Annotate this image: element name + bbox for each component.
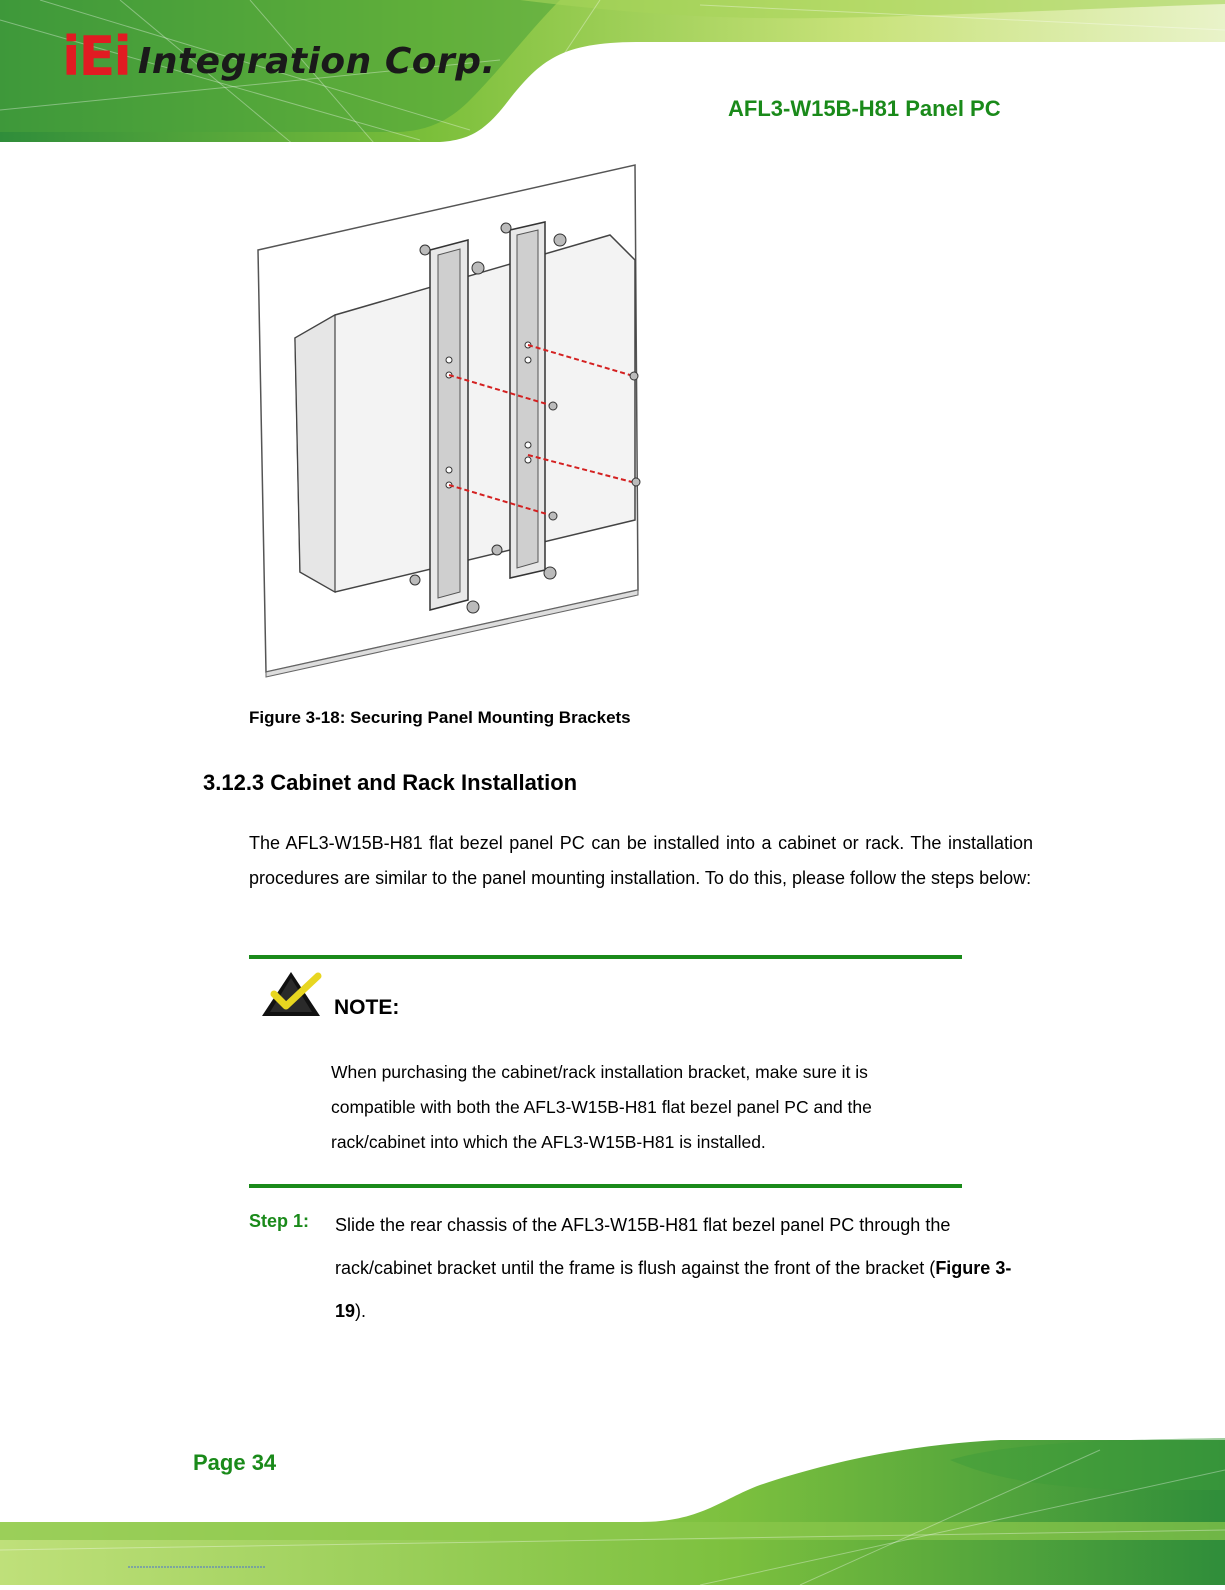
note-top-divider [249, 955, 962, 959]
bracket-illustration [240, 160, 670, 690]
figure-panel-mounting-brackets [240, 160, 670, 690]
note-bottom-divider [249, 1184, 962, 1188]
company-logo [62, 25, 496, 88]
section-heading: 3.12.3 Cabinet and Rack Installation [203, 770, 578, 795]
product-title: AFL3-W15B-H81 Panel PC [728, 96, 1001, 121]
figure-caption: Figure 3-18: Securing Panel Mounting Brackets [249, 708, 631, 727]
step-1-text-after: ). [355, 1301, 367, 1321]
logo-mark: iEi [62, 25, 130, 88]
figure-reference-link[interactable]: Figure 3-19 [335, 1258, 1012, 1321]
footer-background [0, 1430, 1225, 1585]
footer-banner [0, 1430, 1225, 1585]
step-1-text-before: Slide the rear chassis of the AFL3-W15B-H81 flat bezel panel PC through the rack/cabinet bracket until the frame is flush against the front of the bracket ( [335, 1215, 951, 1278]
bracket-right [510, 222, 545, 578]
checkmark-icon [260, 970, 322, 1018]
bracket-left [430, 240, 468, 610]
intro-paragraph: The AFL3-W15B-H81 flat bezel panel PC can be installed into a cabinet or rack. The installation procedures are similar to the panel mounting installation. To do this, please follow the steps below: [249, 833, 1033, 888]
page-number: Page 34 [193, 1450, 277, 1475]
logo-wordmark: Integration Corp. [137, 41, 496, 82]
note-label: NOTE: [334, 996, 400, 1019]
step-1-text [335, 1204, 1025, 1333]
note-text: When purchasing the cabinet/rack installation bracket, make sure it is compatible with both the AFL3-W15B-H81 flat bezel panel PC and the rack/cabinet into which the AFL3-W15B-H81 is installed. [331, 1062, 872, 1152]
step-1-label: Step 1: [249, 1211, 310, 1231]
